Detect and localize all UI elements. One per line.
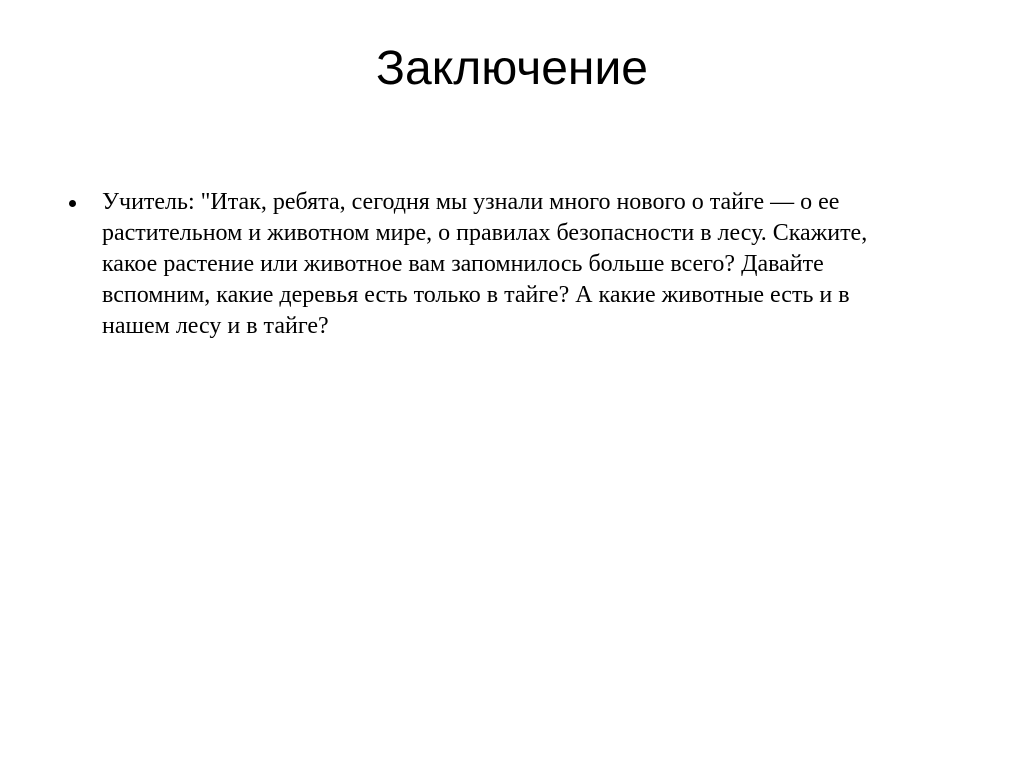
bullet-text: Учитель: "Итак, ребята, сегодня мы узнали много нового о тайге — о ее растительном и животном мире, о правилах безопасности в лесу. Скажите, какое растение или животное вам запомнилось больше всего? Давайте вспомним, какие деревья есть только в тайге? А какие животные есть и в нашем лесу и в тайге? [102, 189, 868, 339]
bullet-list [64, 187, 944, 342]
bullet-dot-icon [69, 200, 76, 207]
bullet-item [64, 187, 944, 342]
slide-title: Заключение [376, 42, 648, 95]
